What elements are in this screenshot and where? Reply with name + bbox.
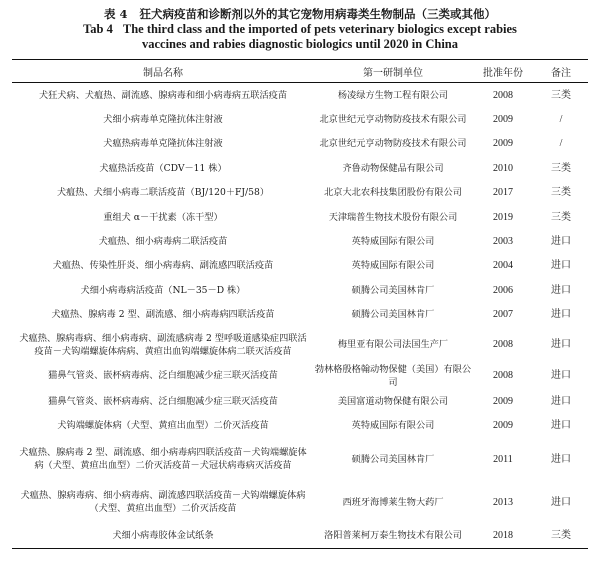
year-cell: 2004 (493, 260, 513, 272)
product-name-cell: 犬钩端螺旋体病（犬型、黄疸出血型）二价灭活疫苗 (57, 419, 269, 431)
year-cell: 2010 (493, 162, 513, 174)
note-cell: 进口 (551, 370, 571, 382)
developer-cell: 齐鲁动物保健品有限公司 (342, 162, 444, 174)
product-name-cell: 犬瘟热病毒单克隆抗体注射液 (103, 138, 223, 150)
table-row (12, 254, 588, 278)
year-cell: 2003 (493, 236, 513, 248)
developer-cell: 美国富道动物保健有限公司 (337, 395, 449, 407)
product-name-cell: 犬瘟热、腺病毒 2 型、副流感、细小病毒病四联活疫苗 (51, 309, 275, 321)
year-cell: 2011 (493, 453, 513, 465)
header-approval-year: 批准年份 (483, 67, 523, 79)
caption-cn-title: 狂犬病疫苗和诊断剂以外的其它宠物用病毒类生物制品（三类或其他） (139, 7, 497, 21)
developer-cell: 英特威国际有限公司 (351, 419, 435, 431)
note-cell: 三类 (551, 162, 571, 174)
note-cell: 进口 (551, 395, 571, 407)
year-cell: 2006 (493, 284, 513, 296)
table-row (12, 132, 588, 156)
header-product-name: 制品名称 (143, 67, 183, 79)
table-caption-chinese (12, 6, 588, 22)
year-cell: 2008 (493, 89, 513, 101)
product-name-cell: 犬细小病毒胶体金试纸条 (112, 530, 214, 542)
product-name-cell: 犬瘟热、犬细小病毒二联活疫苗（BJ/120＋FJ/58） (56, 187, 270, 199)
table-row (12, 363, 588, 389)
note-cell: 三类 (551, 211, 571, 223)
table-row (12, 278, 588, 302)
note-cell: 三类 (551, 187, 571, 199)
developer-cell: 杨凌绿方生物工程有限公司 (337, 89, 449, 101)
product-name-cell: 犬瘟热、腺病毒病、细小病毒病、副流感四联活疫苗－犬钩端螺旋体病（犬型、黄疸出血型）二价灭活疫苗 (20, 490, 306, 515)
note-cell: / (559, 138, 563, 150)
table-row (12, 83, 588, 108)
developer-cell: 硕腾公司美国林肯厂 (351, 453, 435, 465)
product-name-cell: 猫鼻气管炎、嵌杯病毒病、泛白细胞减少症三联灭活疫苗 (48, 370, 278, 382)
developer-cell: 英特威国际有限公司 (351, 236, 435, 248)
developer-cell: 硕腾公司美国林肯厂 (351, 309, 435, 321)
developer-cell: 勃林格殷格翰动物保健（美国）有限公司 (314, 363, 472, 388)
table-row (12, 205, 588, 229)
table-row (12, 229, 588, 253)
product-name-cell: 犬细小病毒病活疫苗（NL－35－D 株） (80, 284, 246, 296)
table-caption-english (12, 22, 588, 52)
table-row (12, 413, 588, 437)
table-header-row (12, 60, 588, 83)
note-cell: 进口 (551, 284, 571, 296)
year-cell: 2017 (493, 187, 513, 199)
note-cell: 进口 (551, 453, 571, 465)
developer-cell: 英特威国际有限公司 (351, 260, 435, 272)
note-cell: 进口 (551, 419, 571, 431)
developer-cell: 北京世纪元亨动物防疫技术有限公司 (319, 114, 467, 126)
product-name-cell: 犬细小病毒单克隆抗体注射液 (103, 114, 223, 126)
note-cell: 三类 (551, 530, 571, 542)
product-name-cell: 重组犬 α－干扰素（冻干型） (103, 211, 223, 223)
year-cell: 2008 (493, 370, 513, 382)
table-row (12, 303, 588, 327)
product-name-cell: 犬狂犬病、犬瘟热、副流感、腺病毒和细小病毒病五联活疫苗 (38, 89, 288, 101)
year-cell: 2019 (493, 211, 513, 223)
year-cell: 2009 (493, 395, 513, 407)
year-cell: 2007 (493, 309, 513, 321)
developer-cell: 北京大北农科技集团股份有限公司 (324, 187, 462, 199)
developer-cell: 北京世纪元亨动物防疫技术有限公司 (319, 138, 467, 150)
table-row (12, 107, 588, 131)
note-cell: 三类 (551, 89, 571, 101)
product-name-cell: 犬瘟热、细小病毒病二联活疫苗 (98, 236, 228, 248)
year-cell: 2018 (493, 530, 513, 542)
note-cell: 进口 (551, 260, 571, 272)
developer-cell: 西班牙海博莱生物大药厂 (342, 496, 444, 508)
note-cell: / (559, 114, 563, 126)
header-developer: 第一研制单位 (363, 67, 423, 79)
note-cell: 进口 (551, 339, 571, 351)
year-cell: 2013 (493, 496, 513, 508)
table-row (12, 156, 588, 180)
table-row (12, 389, 588, 413)
biologics-table (12, 59, 588, 549)
year-cell: 2008 (493, 339, 513, 351)
caption-cn-label: 表 4 (103, 7, 128, 21)
year-cell: 2009 (493, 114, 513, 126)
product-name-cell: 犬瘟热、腺病毒 2 型、副流感、细小病毒病四联活疫苗－犬钩端螺旋体病（犬型、黄疸出血型）二价灭活疫苗－犬冠状病毒病灭活疫苗 (19, 447, 307, 472)
caption-en-title-line2: vaccines and rabies diagnostic biologics until 2020 in China (141, 37, 459, 51)
product-name-cell: 犬瘟热活疫苗（CDV－11 株） (99, 162, 227, 174)
note-cell: 进口 (551, 236, 571, 248)
year-cell: 2009 (493, 419, 513, 431)
developer-cell: 梅里亚有限公司法国生产厂 (337, 339, 449, 351)
table-row (12, 181, 588, 205)
caption-en-label: Tab 4 (83, 22, 113, 36)
table-row (12, 438, 588, 481)
table-row (12, 327, 588, 363)
note-cell: 进口 (551, 309, 571, 321)
developer-cell: 天津瑞普生物技术股份有限公司 (328, 211, 458, 223)
table-row (12, 524, 588, 549)
developer-cell: 硕腾公司美国林肯厂 (351, 284, 435, 296)
table-row (12, 481, 588, 524)
note-cell: 进口 (551, 496, 571, 508)
product-name-cell: 猫鼻气管炎、嵌杯病毒病、泛白细胞减少症三联灭活疫苗 (48, 395, 278, 407)
year-cell: 2009 (493, 138, 513, 150)
header-note: 备注 (551, 67, 571, 79)
product-name-cell: 犬瘟热、腺病毒病、细小病毒病、副流感病毒 2 型呼吸道感染症四联活疫苗－犬钩端螺旋体病病、黄疸出血钩端螺旋体病二联灭活疫苗 (19, 332, 307, 357)
developer-cell: 洛阳普莱柯万泰生物技术有限公司 (324, 530, 462, 542)
product-name-cell: 犬瘟热、传染性肝炎、细小病毒病、副流感四联活疫苗 (52, 260, 274, 272)
caption-en-title-line1: The third class and the imported of pets veterinary biologics except rabies (122, 22, 517, 36)
